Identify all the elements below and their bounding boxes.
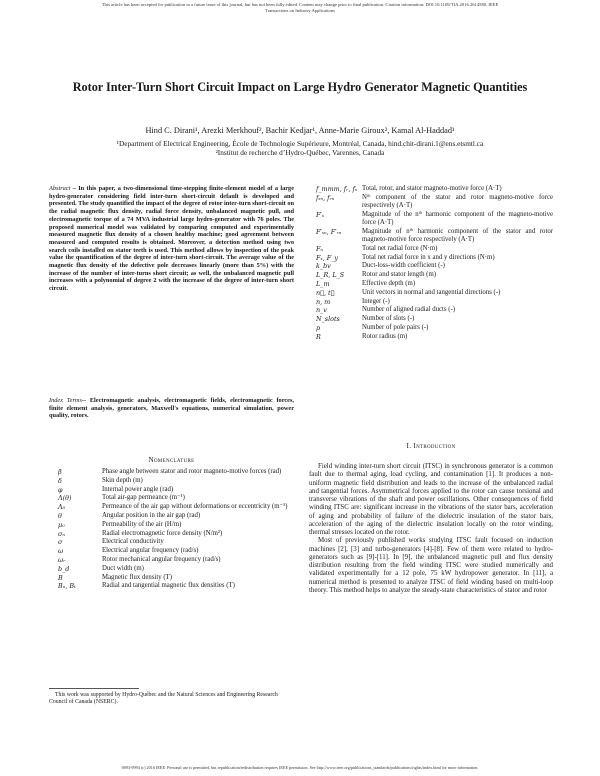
- nomenclature-symbol: L_R, L_S: [316, 271, 345, 280]
- nomenclature-description: Radial electromagnetic force density (N/m²): [102, 529, 223, 537]
- nomenclature-left-list: [58, 468, 294, 591]
- nomenclature-symbol: fₛₙ, fᵣₙ: [316, 193, 335, 202]
- nomenclature-entry: [58, 494, 294, 502]
- nomenclature-description: Total, rotor, and stator magneto-motive force (A·T): [362, 185, 502, 192]
- nomenclature-symbol: Fₙ: [316, 244, 324, 253]
- nomenclature-description: Magnetic flux density (T): [102, 573, 173, 581]
- abstract-text: – In this paper, a two-dimensional time-stepping finite-element model of a large hydro-generator considering field inter-turn short-circuit default is developed and presented. The study quantified the impact of the degree of rotor inter-turn short-circuit on the radial magnetic flux density, radial force density, unbalanced magnetic pull, and electromagnetic torque of a 74 MVA industrial large hydro-generator with 76 poles. The proposed numerical model was validated by comparing computed and experimentally measured magnetic flux density of a chosen healthy machine; good agreement between measured and computed results is obtained. Moreover, a detection method using two search coils installed on stator teeth is used. This method allows by inspection of the peak value the quantification of the degree of inter-turn short-circuit. The average value of the magnetic flux density of the defective pole decreases linearly (more than 5%) with the increase of the number of inter-turns short circuit; as well, the unbalanced magnetic pull increases with a polynomial of degree 2 with the increase of the degree of inter-turn short circuit.: [49, 185, 294, 293]
- nomenclature-entry: [316, 254, 553, 262]
- nomenclature-symbol: β: [58, 468, 62, 476]
- affiliation-1: ¹Department of Electrical Engineering, École de Technologie Supérieure, Montréal, Canada, hind.chit-dirani.1@ens.etsmtl.ca: [116, 139, 484, 148]
- index-terms: [49, 397, 294, 420]
- nomenclature-description: Skin depth (m): [102, 476, 143, 484]
- nomenclature-description: Permeability of the air (H/m): [102, 520, 182, 528]
- nomenclature-description: Number of slots (-): [362, 315, 415, 323]
- nomenclature-description: Phase angle between stator and rotor magneto-motive forces (rad): [102, 468, 282, 475]
- nomenclature-symbol: n⃗, t⃗: [316, 288, 335, 297]
- nomenclature-entry: [58, 468, 294, 476]
- nomenclature-symbol: b_d: [58, 564, 70, 573]
- nomenclature-description: Angular position in the air gap (rad): [102, 511, 201, 519]
- nomenclature-symbol: k_bv: [316, 262, 331, 271]
- nomenclature-entry: [316, 262, 553, 270]
- header-line-2: Transactions on Industry Applications: [265, 8, 335, 13]
- nomenclature-symbol: L_m: [316, 279, 330, 288]
- nomenclature-symbol: φ: [58, 485, 63, 494]
- author-list: Hind C. Dirani¹, Arezki Merkhouf², Bachir Kedjar¹, Anne-Marie Giroux², Kamal Al-Haddad¹: [145, 126, 455, 135]
- nomenclature-entry: [58, 574, 294, 582]
- nomenclature-description: Duct width (m): [102, 564, 144, 572]
- index-terms-lead: Index Terms: [49, 397, 82, 404]
- nomenclature-description: Rotor and stator length (m): [362, 271, 436, 279]
- journal-header: [4, 2, 596, 14]
- nomenclature-symbol: σₙ: [58, 529, 65, 538]
- nomenclature-symbol: p: [316, 323, 321, 332]
- nomenclature-entry: [316, 333, 553, 341]
- nomenclature-description: Permeance of the air gap without deformations or eccentricity (m⁻¹): [102, 503, 288, 511]
- nomenclature-entry: [58, 538, 294, 546]
- index-terms-text: -- Electromagnetic analysis, electromagnetic fields, electromagnetic forces, finite element analysis, generators, Maxwell's equations, numerical simulation, power quality, rotors.: [49, 397, 294, 420]
- nomenclature-description: Electrical angular frequency (rad/s): [102, 547, 199, 555]
- nomenclature-entry: [316, 289, 553, 297]
- nomenclature-description: Number of pole pairs (-): [362, 323, 429, 331]
- nomenclature-entry: [58, 503, 294, 511]
- nomenclature-symbol: θ: [58, 511, 62, 520]
- nomenclature-symbol: F′ₛₙ, F′ᵣₙ: [316, 227, 342, 236]
- funding-footnote: This work was supported by Hydro-Québec and the Natural Sciences and Engineering Research Council of Canada (NSERC).: [49, 692, 278, 705]
- nomenclature-entry: [316, 324, 553, 332]
- intro-paragraph-1: Field winding inter-turn short circuit (ITSC) in synchronous generator is a common fault due to thermal aging, load cycling, and contamination [1]. It produces a non-uniform magnetic field distribution and leads to the increase of the unbalanced radial and tangential forces. Asymmetrical forces applied to the rotor can cause torsional and transverse vibrations of the shaft and power oscillations. Other consequences of field winding ITSC are: significant increase in the vibrations of the stator bars, acceleration of aging and probability of failure of the dielectric insulation of the stator bars, acceleration of the aging of the dielectric insulation locally on the rotor winding, thermal stresses located on the rotor.: [309, 463, 553, 536]
- nomenclature-entry: [316, 271, 553, 279]
- intro-paragraph-2: Most of previously published works studying ITSC fault focused on induction machines [2], [3] and turbo-generators [4]-[8]. Few of them were related to hydro-generators such as [9]-[11]. In [9], the unbalanced magnetic pull and flux density distribution resulting from the field winding ITSC were studied numerically and validated experimentally for a 12 pole, 75 kW hydropower generator. In [11], a numerical method is presented to analyze ITSC of field winding based on multi-loop theory. This method helps to analyze the steady-state characteristics of stator and rotor: [309, 537, 553, 594]
- nomenclature-symbol: n, m: [316, 297, 331, 306]
- nomenclature-entry: [58, 521, 294, 529]
- nomenclature-symbol: n_v: [316, 306, 327, 315]
- nomenclature-description: Unit vectors in normal and tangential directions (-): [362, 288, 501, 296]
- nomenclature-entry: [58, 582, 294, 590]
- nomenclature-entry: [58, 477, 294, 485]
- nomenclature-description: Total net radial force (N·m): [362, 244, 438, 252]
- nomenclature-entry: [58, 556, 294, 564]
- nomenclature-entry: [316, 306, 553, 314]
- nomenclature-symbol: Λ(θ): [58, 494, 72, 503]
- nomenclature-entry: [316, 185, 553, 193]
- footnote-rule: [49, 688, 139, 689]
- introduction-body: [309, 463, 553, 595]
- nomenclature-symbol: R: [316, 332, 321, 341]
- nomenclature-symbol: σ: [58, 538, 63, 547]
- nomenclature-heading: Nomenclature: [148, 456, 195, 464]
- affiliation-2: ²Institut de recherche d’Hydro-Québec, Varennes, Canada: [215, 148, 385, 157]
- nomenclature-description: Duct-loss-width coefficient (-): [362, 262, 445, 270]
- nomenclature-symbol: δ: [58, 476, 62, 485]
- nomenclature-entry: [58, 486, 294, 494]
- nomenclature-symbol: Λ₀: [58, 503, 66, 512]
- nomenclature-description: Number of aligned radial ducts (-): [362, 306, 456, 314]
- nomenclature-symbol: μ₀: [58, 520, 65, 529]
- nomenclature-symbol: Fₓ, F_y: [316, 253, 339, 262]
- nomenclature-symbol: N_slots: [316, 315, 340, 324]
- nomenclature-description: Rotor mechanical angular frequency (rad/s): [102, 555, 221, 563]
- nomenclature-entry: [58, 512, 294, 520]
- nomenclature-description: Integer (-): [362, 297, 390, 305]
- header-line-1: This article has been accepted for publication in a future issue of this journal, but has not been fully edited. Content may change prior to final publication. Citation information: DOI 10.1109/TIA.2016.2614580, IEEE: [101, 2, 499, 7]
- nomenclature-description: Total net radial force in x and y directions (N·m): [362, 253, 495, 261]
- nomenclature-description: Magnitude of the nᵗʰ harmonic component of the magneto-motive force (A·T): [362, 210, 553, 226]
- paper-title: Rotor Inter-Turn Short Circuit Impact on Large Hydro Generator Magnetic Quantities: [72, 80, 528, 94]
- nomenclature-entry: [316, 298, 553, 306]
- nomenclature-description: Total air-gap permeance (m⁻¹): [102, 494, 185, 502]
- nomenclature-entry: [316, 280, 553, 288]
- nomenclature-description: Internal power angle (rad): [102, 485, 174, 493]
- nomenclature-symbol: ω: [58, 547, 64, 556]
- nomenclature-description: Electrical conductivity: [102, 538, 164, 546]
- nomenclature-entry: [316, 194, 553, 210]
- nomenclature-entry: [58, 565, 294, 573]
- nomenclature-description: Radial and tangential magnetic flux densities (T): [102, 582, 235, 590]
- introduction-heading: I. Introduction: [406, 442, 456, 450]
- nomenclature-symbol: B: [58, 573, 63, 582]
- nomenclature-description: Magnitude of nᵗʰ harmonic component of the stator and rotor magneto-motive force respectively (A·T): [362, 227, 553, 243]
- nomenclature-entry: [58, 547, 294, 555]
- nomenclature-symbol: ωᵣ: [58, 555, 66, 564]
- nomenclature-symbol: f_mmm, fᵣ, fₛ: [316, 185, 357, 193]
- nomenclature-description: Nᵗʰ component of the stator and rotor magneto-motive force respectively (A·T): [362, 193, 553, 209]
- nomenclature-description: Effective depth (m): [362, 279, 416, 287]
- abstract: [49, 185, 294, 293]
- nomenclature-right-list: [316, 185, 553, 342]
- nomenclature-symbol: F′ₛ: [316, 210, 325, 219]
- abstract-lead: Abstract: [49, 185, 71, 192]
- nomenclature-entry: [316, 211, 553, 227]
- nomenclature-symbol: Bₙ, Bₜ: [58, 582, 76, 591]
- nomenclature-entry: [316, 245, 553, 253]
- copyright-footer: 0093-9994 (c) 2016 IEEE. Personal use is permitted, but republication/redistribution requires IEEE permission. See http://www.ieee.org/publications_standards/publications/rights/index.html for more information.: [121, 765, 479, 770]
- nomenclature-entry: [58, 530, 294, 538]
- nomenclature-description: Rotor radius (m): [362, 332, 408, 340]
- nomenclature-entry: [316, 228, 553, 244]
- nomenclature-entry: [316, 315, 553, 323]
